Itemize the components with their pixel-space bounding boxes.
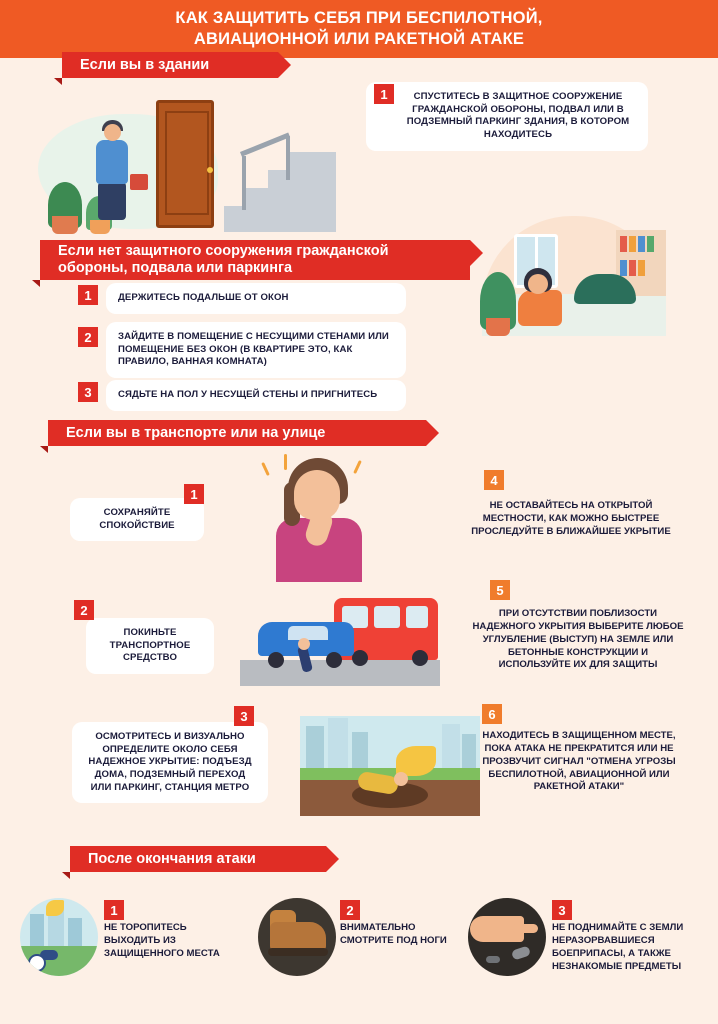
card-transport-step-5-text: ПРИ ОТСУТСТВИИ ПОБЛИЗОСТИ НАДЕЖНОГО УКРЫТИЯ ВЫБЕРИТЕ ЛЮБОЕ УГЛУБЛЕНИЕ (ВЫСТУП) НА ЗЕМЛЕ ИЛИ БЕТОННЫЕ КОНСТРУКЦИИ И ИСПОЛЬЗУЙТЕ ИХ ДЛЯ ЗАЩИТЫ: [472, 608, 684, 671]
illustration-man-entering-door: [38, 96, 338, 236]
card-after-step-2-text: ВНИМАТЕЛЬНО СМОТРИТЕ ПОД НОГИ: [340, 922, 447, 946]
card-transport-step-4: [464, 500, 678, 539]
badge-transport-6: 6: [482, 704, 502, 724]
ribbon-tail: [32, 280, 40, 287]
card-noshelter-step-1-text: ДЕРЖИТЕСЬ ПОДАЛЬШЕ ОТ ОКОН: [118, 292, 289, 303]
card-building-step-1: [366, 82, 648, 151]
badge-building-1: 1: [374, 84, 394, 104]
card-building-step-1-text: СПУСТИТЕСЬ В ЗАЩИТНОЕ СООРУЖЕНИЕ ГРАЖДАНСКОЙ ОБОРОНЫ, ПОДВАЛ ИЛИ В ПОДЗЕМНЫЙ ПАРКИНГ ЗДАНИЯ, В КОТОРОМ НАХОДИТЕСЬ: [406, 91, 630, 140]
ribbon-tail: [54, 78, 62, 85]
badge-transport-5: 5: [490, 580, 510, 600]
card-noshelter-step-2: [106, 322, 406, 378]
card-noshelter-step-3: [106, 380, 406, 411]
card-transport-step-4-text: НЕ ОСТАВАЙТЕСЬ НА ОТКРЫТОЙ МЕСТНОСТИ, КАК МОЖНО БЫСТРЕЕ ПРОСЛЕДУЙТЕ В БЛИЖАЙШЕЕ УКРЫТИЕ: [471, 500, 671, 537]
badge-after-2: 2: [340, 900, 360, 920]
section-title-in-building: Если вы в здании: [80, 57, 210, 73]
stairs-graphic: [224, 136, 336, 232]
illustration-hand-reaching-object: [468, 898, 546, 976]
page-header: [0, 0, 718, 58]
badge-noshelter-1: 1: [78, 285, 98, 305]
card-transport-step-6-text: НАХОДИТЕСЬ В ЗАЩИЩЕННОМ МЕСТЕ, ПОКА АТАКА НЕ ПРЕКРАТИТСЯ ИЛИ НЕ ПРОЗВУЧИТ СИГНАЛ "ОТМЕНА УГРОЗЫ БЕСПИЛОТНОЙ, АВИАЦИОННОЙ ИЛИ РАКЕТНОЙ АТАКИ": [482, 730, 676, 793]
section-title-transport: Если вы в транспорте или на улице: [66, 425, 326, 441]
illustration-worried-woman: [250, 452, 400, 582]
badge-transport-2: 2: [74, 600, 94, 620]
illustration-boot: [258, 898, 336, 976]
badge-noshelter-2: 2: [78, 327, 98, 347]
section-title-no-shelter: Если нет защитного сооружения гражданской обороны, подвала или паркинга: [58, 242, 389, 276]
ribbon-tail: [62, 872, 70, 879]
badge-transport-4: 4: [484, 470, 504, 490]
card-noshelter-step-3-text: СЯДЬТЕ НА ПОЛ У НЕСУЩЕЙ СТЕНЫ И ПРИГНИТЕСЬ: [118, 389, 378, 400]
card-transport-step-2-text: ПОКИНЬТЕ ТРАНСПОРТНОЕ СРЕДСТВО: [109, 627, 191, 664]
card-noshelter-step-2-text: ЗАЙДИТЕ В ПОМЕЩЕНИЕ С НЕСУЩИМИ СТЕНАМИ ИЛИ ПОМЕЩЕНИЕ БЕЗ ОКОН (В КВАРТИРЕ ЭТО, КАК ПРАВИЛО, ВАННАЯ КОМНАТА): [118, 331, 389, 368]
card-transport-step-3: [72, 722, 268, 803]
card-transport-step-3-text: ОСМОТРИТЕСЬ И ВИЗУАЛЬНО ОПРЕДЕЛИТЕ ОКОЛО СЕБЯ НАДЕЖНОЕ УКРЫТИЕ: ПОДЪЕЗД ДОМА, ПОДЗЕМНЫЙ ПЕРЕХОД ИЛИ ПАРКИНГ, СТАНЦИЯ МЕТРО: [88, 731, 252, 793]
card-transport-step-1-text: СОХРАНЯЙТЕ СПОКОЙСТВИЕ: [99, 507, 175, 531]
badge-transport-1: 1: [184, 484, 204, 504]
page-title-line1: КАК ЗАЩИТИТЬ СЕБЯ ПРИ БЕСПИЛОТНОЙ,: [175, 9, 543, 28]
illustration-man-taking-cover: [300, 716, 480, 816]
page-title: [175, 8, 542, 49]
card-after-step-1: [104, 922, 222, 961]
card-transport-step-6: [470, 730, 688, 794]
section-title-after-attack: После окончания атаки: [88, 851, 256, 867]
ribbon-tail: [40, 446, 48, 453]
section-heading-after-attack: [70, 846, 326, 872]
badge-noshelter-3: 3: [78, 382, 98, 402]
illustration-city-shelter: [20, 898, 98, 976]
badge-after-1: 1: [104, 900, 124, 920]
card-transport-step-2: [86, 618, 214, 674]
section-heading-no-shelter: [40, 240, 470, 280]
card-transport-step-5: [472, 608, 684, 672]
card-noshelter-step-1: [106, 283, 406, 314]
card-after-step-3: [552, 922, 702, 973]
card-after-step-3-text: НЕ ПОДНИМАЙТЕ С ЗЕМЛИ НЕРАЗОРВАВШИЕСЯ БОЕПРИПАСЫ, А ТАКЖЕ НЕЗНАКОМЫЕ ПРЕДМЕТЫ: [552, 922, 684, 972]
section-heading-in-building: [62, 52, 278, 78]
illustration-woman-crouching-room: [466, 216, 678, 352]
section-heading-transport: [48, 420, 426, 446]
page-title-line2: АВИАЦИОННОЙ ИЛИ РАКЕТНОЙ АТАКЕ: [193, 30, 525, 48]
badge-after-3: 3: [552, 900, 572, 920]
card-transport-step-1: [70, 498, 204, 541]
badge-transport-3: 3: [234, 706, 254, 726]
card-after-step-2: [340, 922, 456, 948]
illustration-car-and-bus: [240, 586, 440, 686]
card-after-step-1-text: НЕ ТОРОПИТЕСЬ ВЫХОДИТЬ ИЗ ЗАЩИЩЕННОГО МЕСТА: [104, 922, 220, 959]
